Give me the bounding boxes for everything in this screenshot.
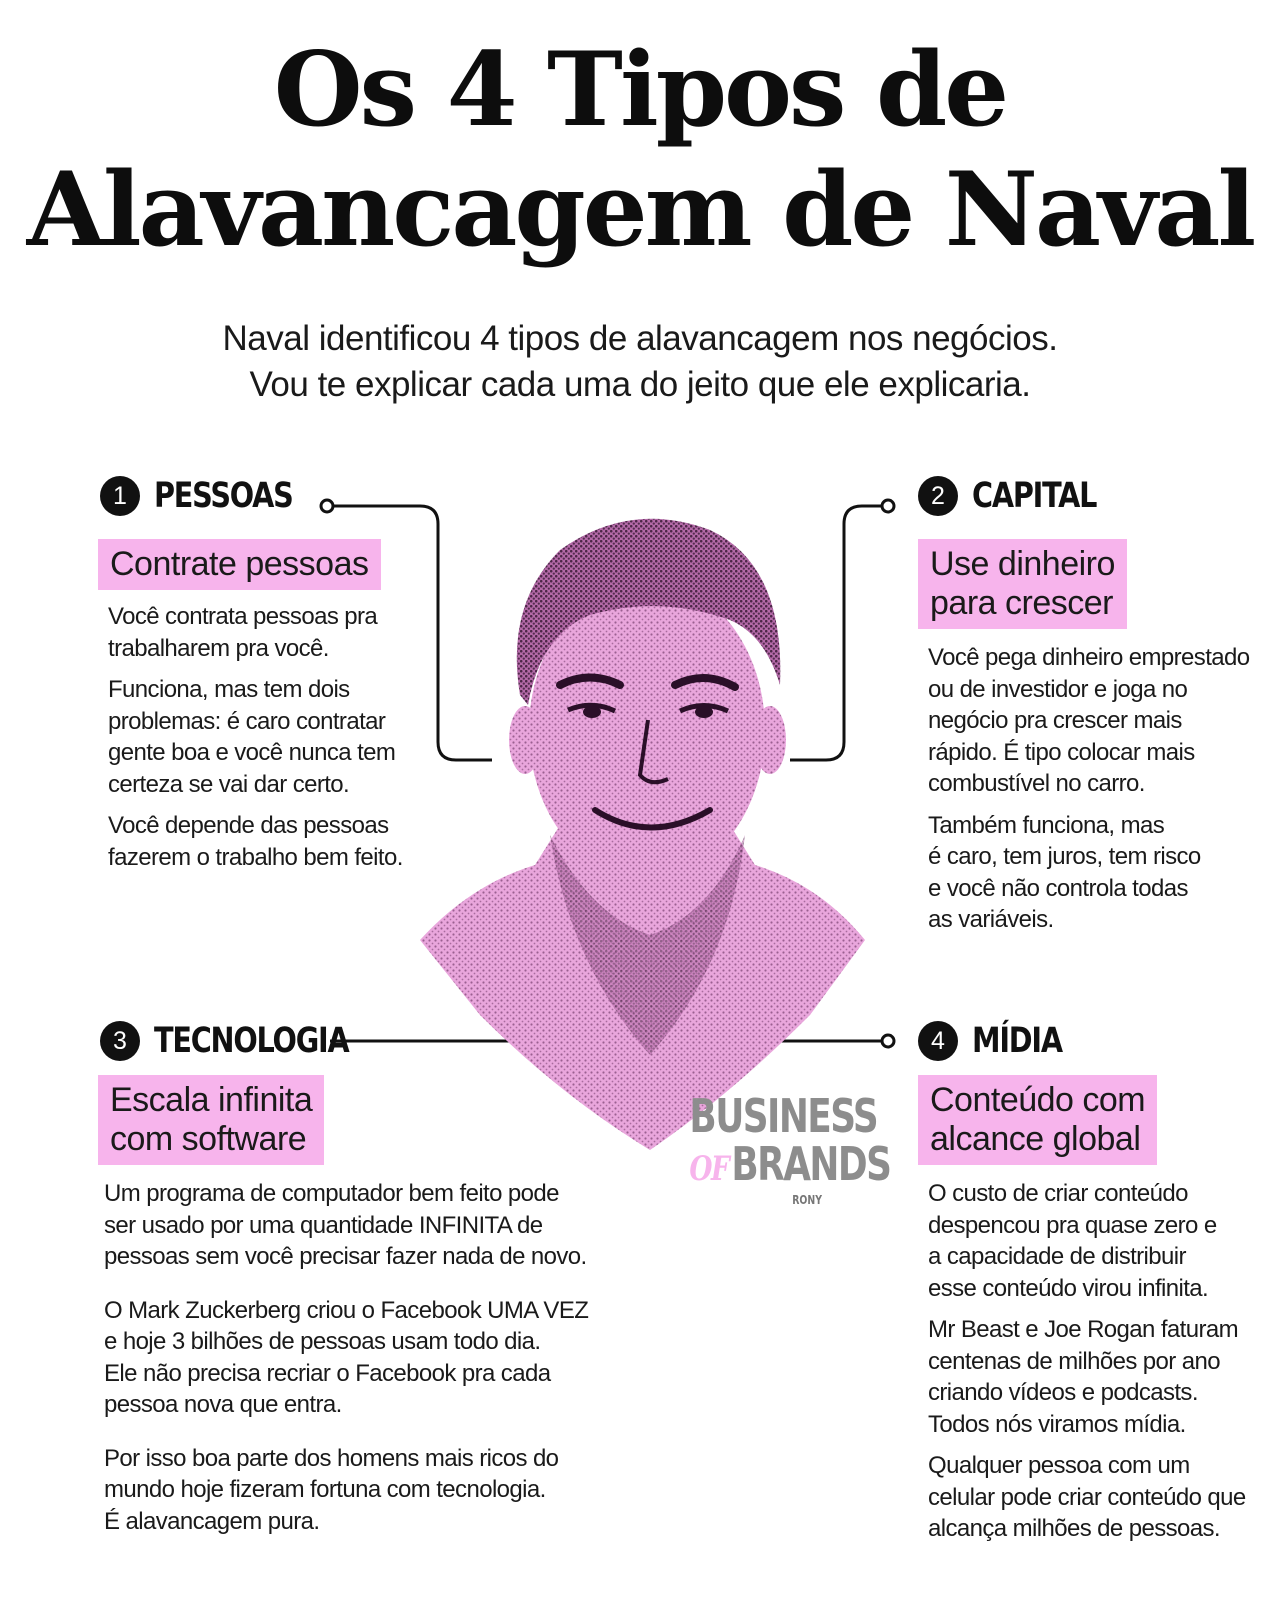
text-line: as variáveis. — [928, 906, 1054, 933]
section-capital-tag — [918, 539, 1127, 629]
paragraph — [108, 810, 403, 873]
text-line: O custo de criar conteúdo — [928, 1180, 1188, 1207]
text-line: ou de investidor e joga no — [928, 675, 1188, 703]
section-title: CAPITAL — [972, 476, 1097, 516]
text-line: Por isso boa parte dos homens mais ricos do — [104, 1444, 559, 1472]
tag-line: Conteúdo com — [930, 1081, 1146, 1119]
text-line: Mr Beast e Joe Rogan faturam — [928, 1316, 1239, 1343]
text-line: Também funciona, mas — [928, 811, 1165, 839]
text-line: Você depende das pessoas — [108, 812, 389, 839]
text-line: combustível no carro. — [928, 770, 1145, 797]
section-pessoas-body — [108, 601, 403, 883]
number-badge: 4 — [918, 1021, 958, 1061]
text-line: criando vídeos e podcasts. — [928, 1379, 1198, 1406]
text-line: gente boa e você nunca tem — [108, 739, 396, 766]
paragraph — [928, 642, 1250, 800]
text-line: celular pode criar conteúdo que — [928, 1483, 1246, 1511]
text-line: pessoa nova que entra. — [104, 1391, 342, 1418]
paragraph — [104, 1295, 588, 1421]
section-title: PESSOAS — [154, 476, 293, 516]
number-badge: 3 — [100, 1021, 140, 1061]
business-of-brands-logo — [689, 1089, 891, 1207]
text-line: a capacidade de distribuir — [928, 1243, 1186, 1270]
text-line: Todos nós viramos mídia. — [928, 1410, 1186, 1438]
text-line: despencou pra quase zero e — [928, 1211, 1217, 1239]
paragraph — [108, 601, 403, 664]
text-line: negócio pra crescer mais — [928, 707, 1182, 734]
paragraph — [108, 674, 403, 800]
paragraph — [928, 1450, 1246, 1545]
title-line-1: Os 4 Tipos de — [273, 30, 1007, 150]
text-line: Um programa de computador bem feito pode — [104, 1180, 559, 1207]
section-midia-body — [928, 1178, 1246, 1555]
text-line: e você não controla todas — [928, 874, 1188, 902]
text-line: Você pega dinheiro emprestado — [928, 644, 1250, 671]
section-title: TECNOLOGIA — [154, 1021, 349, 1061]
watermark-line-2 — [689, 1137, 891, 1193]
section-midia-tag — [918, 1075, 1157, 1165]
text-line: esse conteúdo virou infinita. — [928, 1274, 1209, 1302]
text-line: ser usado por uma quantidade INFINITA de — [104, 1211, 543, 1239]
naval-portrait-illustration — [410, 495, 880, 1155]
text-line: fazerem o trabalho bem feito. — [108, 843, 403, 871]
paragraph — [928, 810, 1250, 936]
text-line: é caro, tem juros, tem risco — [928, 843, 1201, 870]
paragraph — [928, 1314, 1246, 1440]
section-tecnologia-heading — [100, 1021, 391, 1061]
text-line: pessoas sem você precisar fazer nada de novo. — [104, 1243, 587, 1270]
subtitle-line-1: Naval identificou 4 tipos de alavancagem nos negócios. — [222, 319, 1058, 358]
text-line: O Mark Zuckerberg criou o Facebook UMA VEZ — [104, 1296, 589, 1324]
watermark-brands: BRANDS — [731, 1137, 891, 1191]
text-line: mundo hoje fizeram fortuna com tecnologia. — [104, 1476, 546, 1503]
paragraph — [928, 1178, 1246, 1304]
watermark-signature: RONY — [792, 1193, 822, 1207]
section-midia-heading — [918, 1021, 1082, 1061]
watermark-of: OF — [689, 1149, 729, 1189]
section-pessoas-tag — [98, 539, 381, 590]
tag-line: para crescer — [930, 584, 1113, 622]
number-badge: 2 — [918, 476, 958, 516]
section-capital-heading — [918, 476, 1124, 516]
text-line: rápido. É tipo colocar mais — [928, 738, 1195, 766]
text-line: problemas: é caro contratar — [108, 707, 386, 735]
section-tecnologia-body — [104, 1178, 588, 1547]
tag-line: alcance global — [930, 1120, 1141, 1158]
section-title: MÍDIA — [972, 1021, 1062, 1061]
text-line: certeza se vai dar certo. — [108, 770, 350, 798]
text-line: centenas de milhões por ano — [928, 1347, 1221, 1375]
number-badge: 1 — [100, 476, 140, 516]
tag-line: Escala infinita — [110, 1081, 313, 1119]
text-line: Ele não precisa recriar o Facebook pra cada — [104, 1359, 551, 1387]
paragraph — [104, 1443, 588, 1538]
text-line: É alavancagem pura. — [104, 1507, 320, 1535]
section-tecnologia-tag — [98, 1075, 324, 1165]
watermark-line-1: BUSINESS — [689, 1089, 878, 1143]
text-line: e hoje 3 bilhões de pessoas usam todo dia. — [104, 1328, 541, 1355]
text-line: Qualquer pessoa com um — [928, 1452, 1190, 1479]
title-line-2: Alavancagem de Naval — [26, 150, 1254, 270]
paragraph — [104, 1178, 588, 1273]
tag-line: com software — [110, 1120, 307, 1158]
tag-line: Use dinheiro — [930, 545, 1115, 583]
text-line: trabalharem pra você. — [108, 634, 329, 662]
section-capital-body — [928, 642, 1250, 946]
text-line: alcança milhões de pessoas. — [928, 1515, 1220, 1542]
text-line: Funciona, mas tem dois — [108, 676, 350, 703]
tag-line: Contrate pessoas — [110, 545, 369, 583]
section-pessoas-heading — [100, 476, 323, 516]
subtitle-line-2: Vou te explicar cada uma do jeito que ele explicaria. — [249, 365, 1031, 404]
text-line: Você contrata pessoas pra — [108, 603, 378, 630]
